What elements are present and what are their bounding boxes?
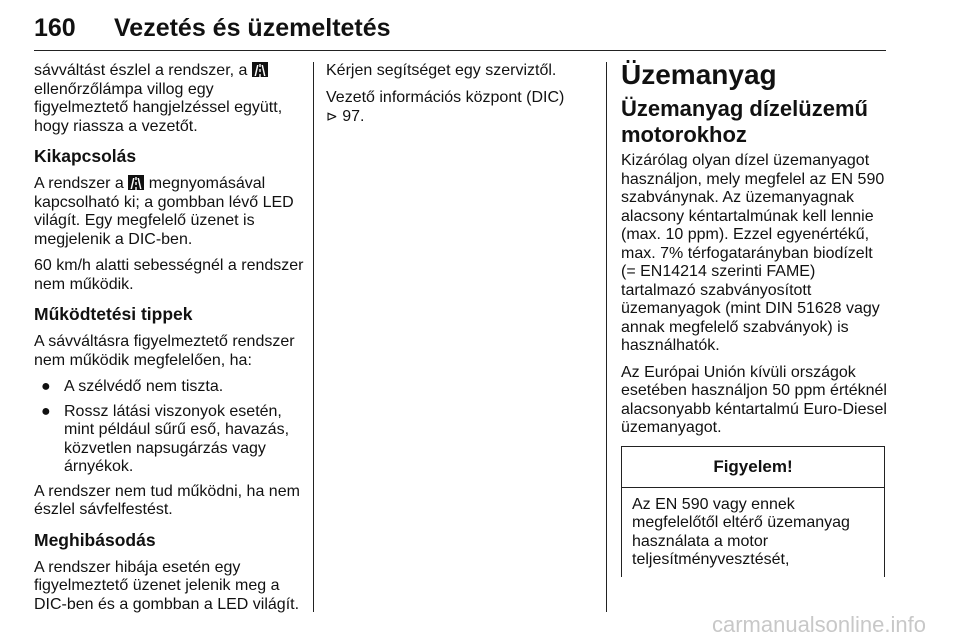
column-1: [34, 62, 304, 622]
conditions-list: [34, 378, 304, 477]
lane-marking-paragraph: A rendszer nem tud működni, ha nem észlel sávfelfestést.: [34, 482, 300, 518]
page-header: [34, 10, 886, 51]
hiba-paragraph: A rendszer hibája esetén egy figyelmeztető üzenet jelenik meg a DIC-ben és a gombban a LED világít.: [34, 558, 300, 613]
kikapcsolas-paragraph: A rendszer a megnyomásával kapcsolható ki; a gombban lévő LED világít. Egy megfelelő üzenet is megjelenik a DIC-ben.: [34, 175, 294, 248]
fuel-spec-paragraph: Kizárólag olyan dízel üzemanyagot használjon, mely megfelel az EN 590 szabványnak. Az üzemanyagnak alacsony kéntartalmúnak kell lennie (max. 10 ppm). Ezzel egyenértékű, max. 7% térfogatarányban biodízelt (= EN14214 szerinti FAME) tartalmazó szabványosított üzemanyagok (mint DIN 51628 vagy annak megfelelő szabványok) is használhatók.: [621, 152, 885, 354]
section-title: Üzemanyag: [621, 59, 777, 90]
warning-box: [621, 446, 885, 577]
heading-hiba: Meghibásodás: [34, 529, 156, 550]
heading-tippek: Működtetési tippek: [34, 304, 193, 324]
warning-text: Az EN 590 vagy ennek megfelelőtől eltérő üzemanyag használata a motor teljesítményvesztését,: [632, 495, 850, 568]
dic-reference: Vezető információs központ (DIC) ⊳ 97.: [326, 88, 565, 125]
column-2: [326, 62, 596, 135]
watermark: carmanualsonline.info: [711, 612, 926, 637]
speed-limit-paragraph: 60 km/h alatti sebességnél a rendszer nem működik.: [34, 257, 304, 293]
heading-kikapcsolas: Kikapcsolás: [34, 146, 137, 166]
running-title: Vezetés és üzemeltetés: [114, 14, 391, 42]
page-number: 160: [34, 14, 76, 42]
subsection-title: Üzemanyag dízelüzemű motorokhoz: [621, 96, 868, 147]
lane-departure-warning-icon: [128, 175, 144, 190]
bullet-icon: ●: [41, 378, 51, 395]
page-reference-link[interactable]: 97.: [342, 108, 365, 125]
list-item: ● A szélvédő nem tiszta.: [41, 378, 224, 395]
page-reference-arrow-icon: ⊳: [326, 108, 338, 124]
list-item: ● Rossz látási viszonyok esetén, mint például sűrű eső, havazás, közvetlen napsugárzás vagy árnyékok.: [41, 402, 290, 475]
column-3: [621, 59, 889, 577]
warning-title: Figyelem!: [622, 447, 884, 488]
service-paragraph: Kérjen segítséget egy szerviztől.: [326, 62, 557, 79]
non-eu-paragraph: Az Európai Unión kívüli országok esetében használjon 50 ppm értéknél alacsonyabb kéntartalmú Euro-Diesel üzemanyagot.: [621, 363, 887, 436]
tippek-paragraph: A sávváltásra figyelmeztető rendszer nem működik megfelelően, ha:: [34, 333, 295, 369]
column-divider-2: [606, 62, 607, 612]
lane-departure-warning-icon: [252, 62, 268, 77]
column-divider-1: [313, 62, 314, 612]
bullet-icon: ●: [41, 402, 51, 420]
intro-paragraph: sávváltást észlel a rendszer, a ellenőrzőlámpa villog egy figyelmeztető hangjelzéssel együtt, hogy riassza a vezetőt.: [34, 62, 283, 135]
